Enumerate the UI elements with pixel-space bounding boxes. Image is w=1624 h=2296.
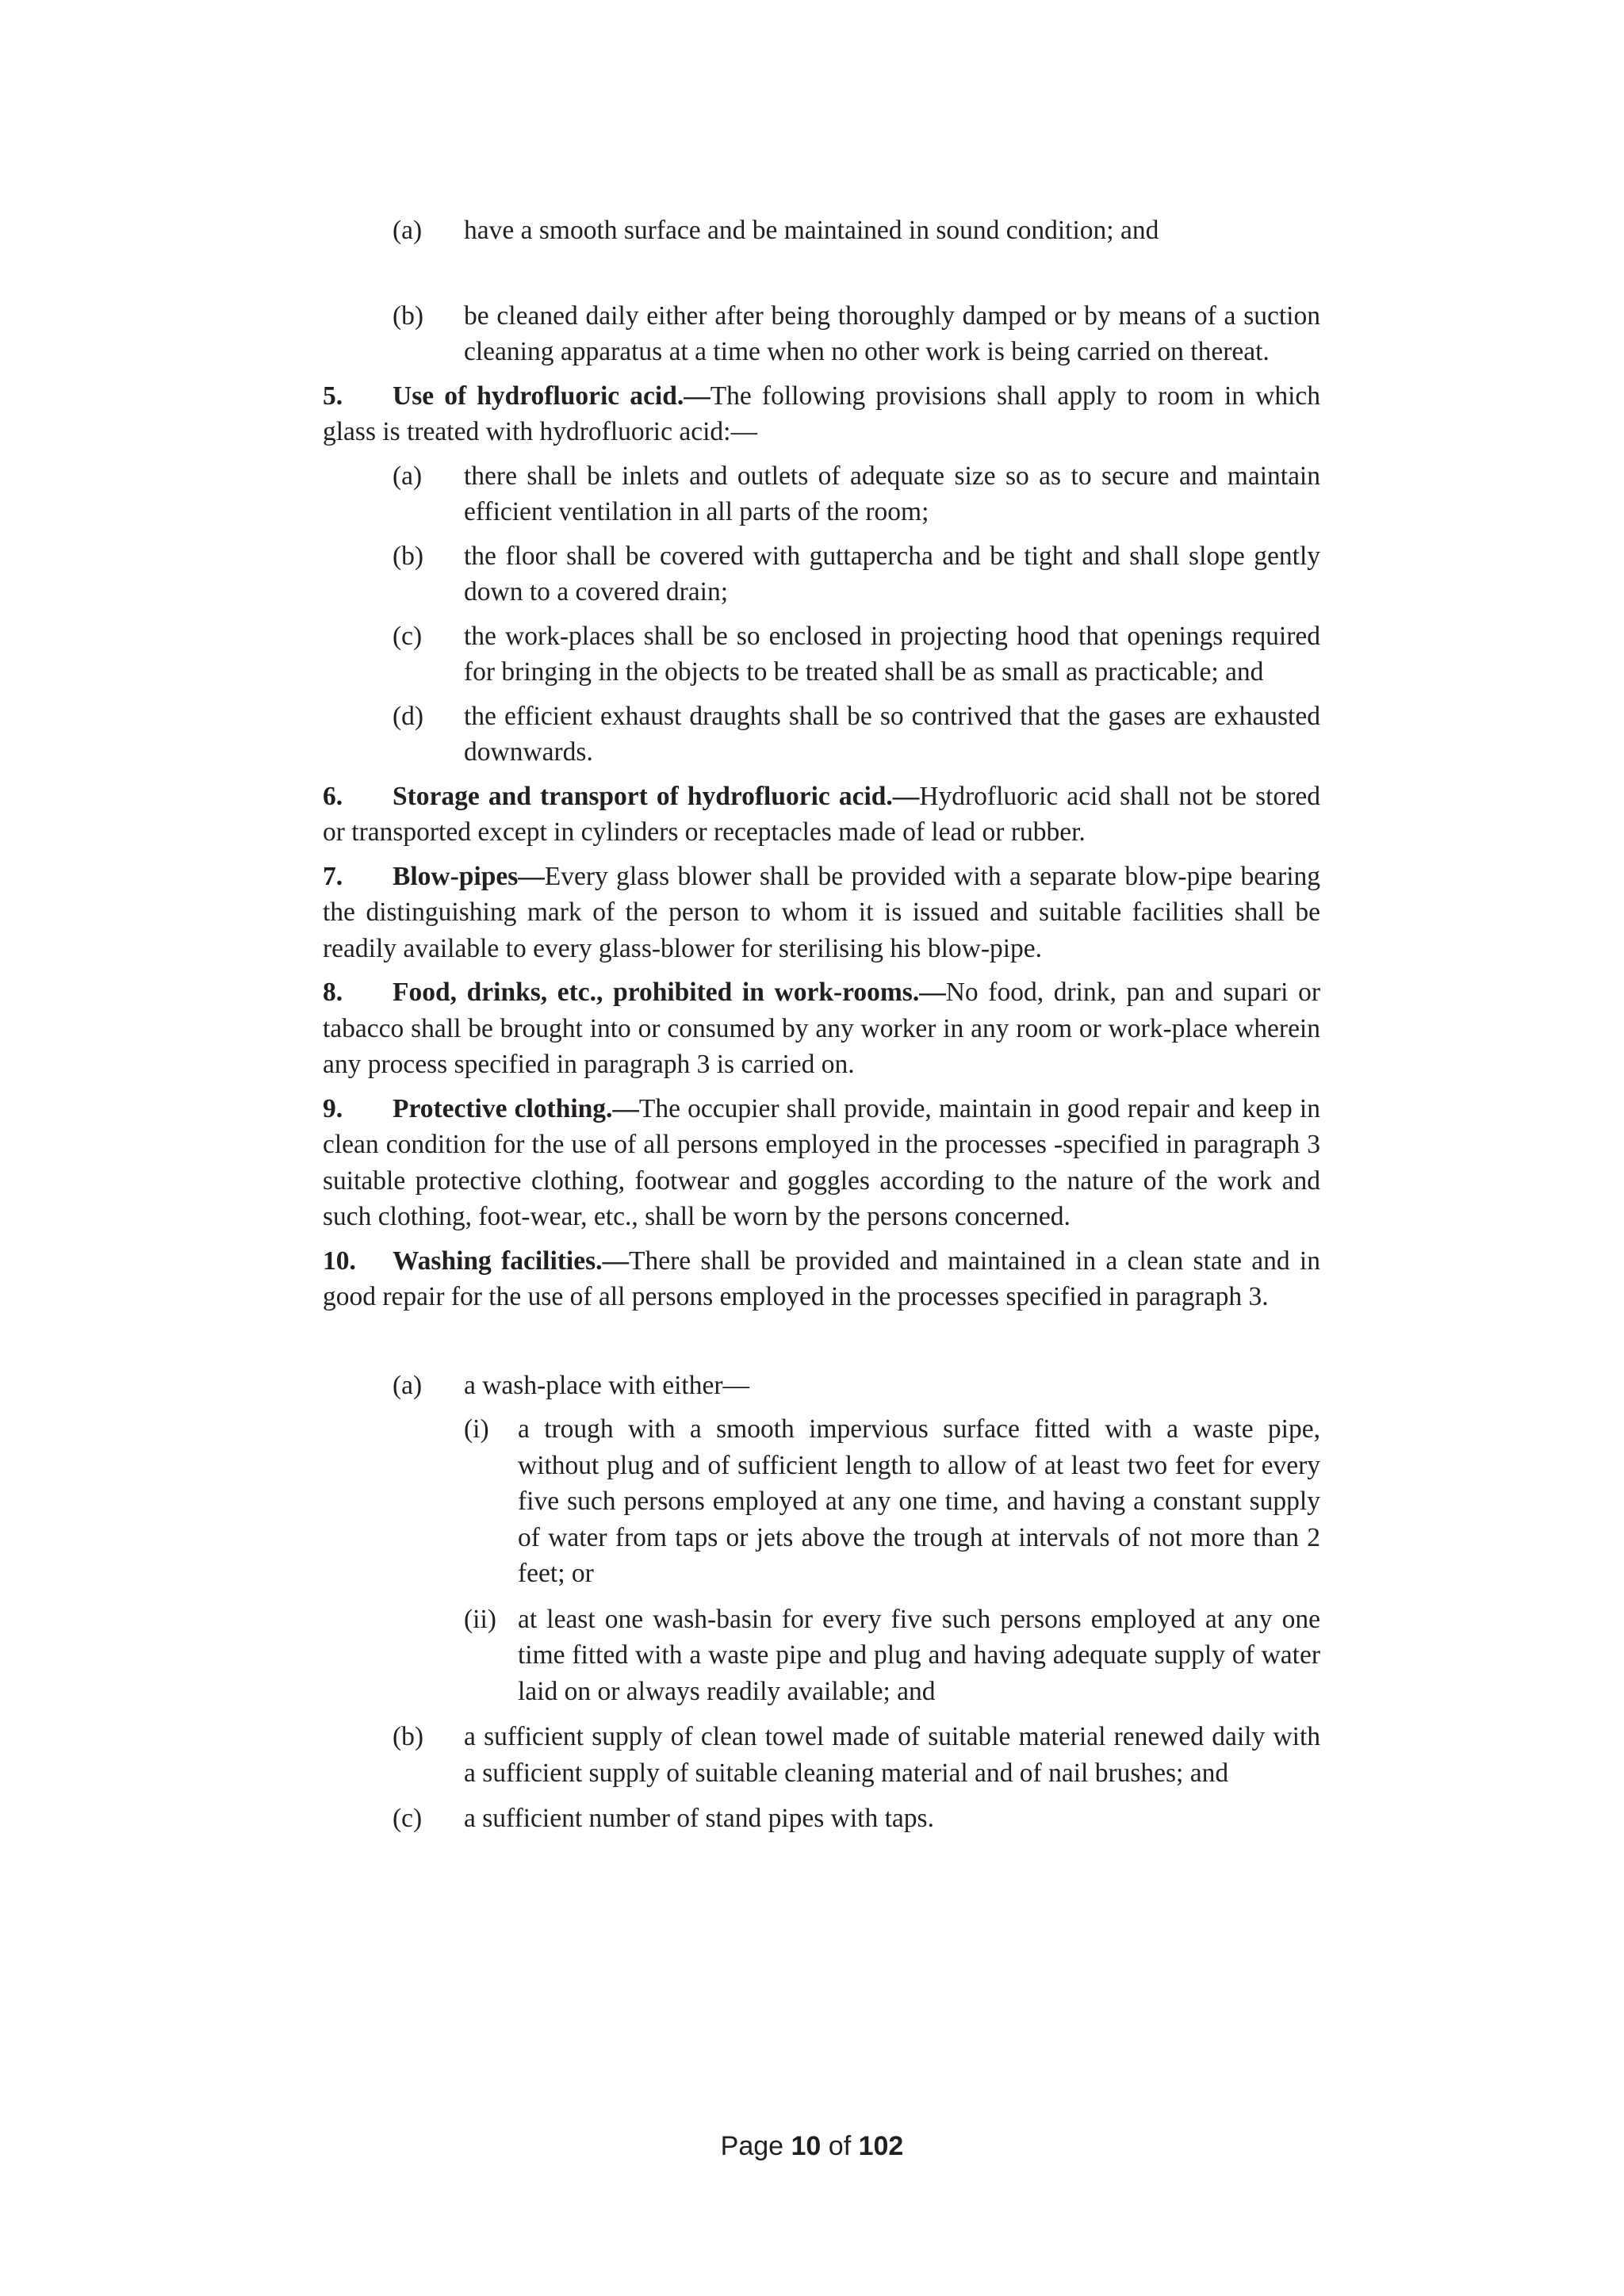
paragraph-number: 6. [323,781,343,811]
paragraph-text: No food, drink, pan and supari or tabacco shall be brought into or consumed by any worker in any room or work-place wherein any process specified in paragraph 3 is carried on. [323,978,1320,1079]
item-text: a sufficient supply of clean towel made of suitable material renewed daily with a sufficient supply of suitable cleaning material and of nail brushes; and [464,1722,1320,1788]
current-page-number: 10 [791,2131,822,2161]
paragraph-heading: Washing facilities.— [393,1246,629,1276]
sub-list-item [323,1411,1320,1592]
paragraph-5 [323,378,1320,450]
paragraph-text: The occupier shall provide, maintain in good repair and keep in clean condition for the use of all persons employed in the processes -specified in paragraph 3 suitable protective clothing, footwear and goggles according to the nature of the work and such clothing, foot-wear, etc., shall be worn by the persons concerned. [323,1093,1320,1231]
item-text: the floor shall be covered with guttapercha and be tight and shall slope gently down to a covered drain; [464,541,1320,607]
item-label: (b) [393,541,424,571]
paragraph-number: 8. [323,978,343,1007]
sub-item-label: (ii) [464,1604,496,1634]
item-text: there shall be inlets and outlets of adequate size so as to secure and maintain efficient ventilation in all parts of the room; [464,461,1320,526]
paragraph-text: Hydrofluoric acid shall not be stored or transported except in cylinders or receptacles made of lead or rubber. [323,781,1320,847]
paragraph-heading: Use of hydrofluoric acid.— [393,381,710,411]
item-text: the work-places shall be so enclosed in projecting hood that openings required for bringing in the objects to be treated shall be as small as practicable; and [464,621,1320,687]
paragraph-heading: Blow-pipes— [393,861,545,891]
page-content [323,212,1320,1837]
item-label: (b) [393,300,424,331]
item-label: (a) [393,461,423,491]
sub-list-item [323,1601,1320,1710]
item-label: (a) [393,1370,423,1400]
list-item [323,212,1320,249]
paragraph-number: 7. [323,861,343,891]
paragraph-heading: Food, drinks, etc., prohibited in work-rooms.— [393,978,946,1007]
paragraph-heading: Protective clothing.— [393,1093,639,1123]
item-text: have a smooth surface and be maintained in sound condition; and [464,216,1159,245]
paragraph-number: 10. [323,1246,356,1276]
list-item [323,618,1320,691]
sub-item-label: (i) [464,1414,489,1444]
paragraph-6 [323,779,1320,851]
page-of: of [828,2131,852,2161]
list-item [323,298,1320,370]
paragraph-text: There shall be provided and maintained in a clean state and in good repair for the use of all persons employed in the processes specified in paragraph 3. [323,1246,1320,1311]
item-label: (b) [393,1722,424,1751]
item-label: (c) [393,1804,423,1833]
list-item [323,698,1320,771]
paragraph-10 [323,1243,1320,1315]
item-label: (a) [393,216,423,245]
item-text: the efficient exhaust draughts shall be so contrived that the gases are exhausted downwards. [464,701,1320,767]
page-prefix: Page [720,2131,784,2161]
item-label: (c) [393,621,423,651]
list-item [323,1368,1320,1404]
sub-item-text: a trough with a smooth impervious surface fitted with a waste pipe, without plug and of sufficient length to allow of at least two feet for every five such persons employed at any one time, and having a constant supply of water from taps or jets above the trough at intervals of not more than 2 feet; or [518,1414,1320,1588]
paragraph-9 [323,1091,1320,1235]
total-pages: 102 [858,2131,904,2161]
page-footer [0,2131,1624,2162]
paragraph-7 [323,859,1320,967]
sub-item-text: at least one wash-basin for every five such persons employed at any one time fitted with a waste pipe and plug and having adequate supply of water laid on or always readily available; and [518,1604,1320,1706]
paragraph-number: 9. [323,1093,343,1123]
list-item [323,458,1320,530]
paragraph-text: The following provisions shall apply to room in which glass is treated with hydrofluoric acid:— [323,381,1321,446]
list-item [323,538,1320,610]
list-item [323,1800,1320,1837]
paragraph-8 [323,974,1320,1083]
paragraph-number: 5. [323,381,343,411]
paragraph-heading: Storage and transport of hydrofluoric acid.— [393,781,920,811]
item-text: a wash-place with either— [464,1370,749,1400]
list-item [323,1719,1320,1791]
item-text: a sufficient number of stand pipes with taps. [464,1804,934,1833]
item-text: be cleaned daily either after being thoroughly damped or by means of a suction cleaning apparatus at a time when no other work is being carried on thereat. [464,300,1320,366]
item-label: (d) [393,701,424,731]
paragraph-text: Every glass blower shall be provided with a separate blow-pipe bearing the distinguishing mark of the person to whom it is issued and suitable facilities shall be readily available to every glass-blower for sterilising his blow-pipe. [323,861,1320,963]
